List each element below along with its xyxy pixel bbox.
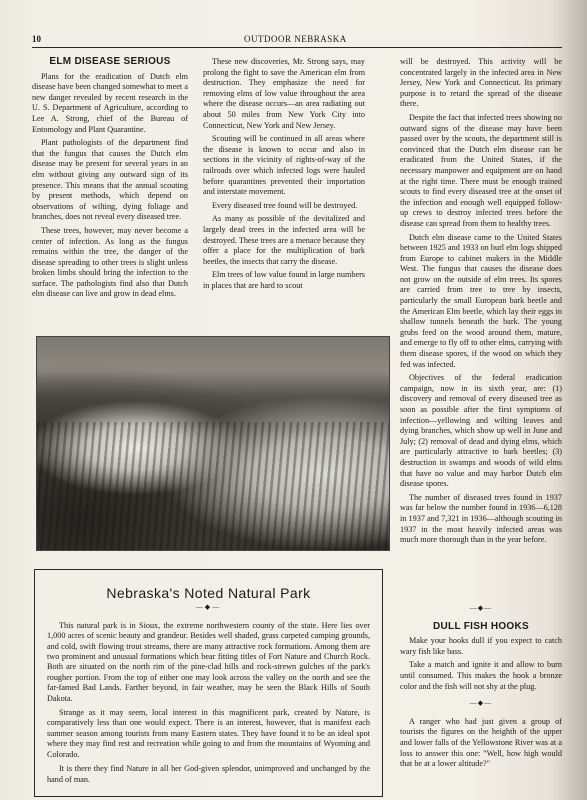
paragraph: Plant pathologists of the department find that the fungus that causes the Dutch elm disease may be present for several years in an elm without giving any outward sign of its presence. This means that the annual scouting by present methods, which depend on observations of wilting, dying foliage and branches, does not reveal every diseased tree.: [32, 138, 188, 222]
ornament-divider: —◆—: [469, 699, 493, 708]
column-1: [32, 57, 188, 303]
paragraph: These new discoveries, Mr. Strong says, may prolong the fight to save the American elm from destruction. They emphasize the need for removing elms of low value throughout the area where the disease occurs—an area radiating out about 50 miles from New York City into Connecticut, New York and New Jersey.: [203, 57, 365, 130]
column-2: [203, 57, 365, 294]
paragraph: Every diseased tree found will be destroyed.: [212, 200, 358, 210]
paragraph: These trees, however, may never become a center of infection. As long as the fungus remains within the tree, the danger of the disease spreading to other trees is slight unless broken limbs should bring the infection to the surface. The pathologists find also that Dutch elm disease can live and grow in dead elms.: [32, 225, 188, 299]
paragraph: Make your hooks dull if you expect to catch wary fish like bass.: [400, 636, 562, 656]
paragraph: A ranger who had just given a group of tourists the figures on the heighth of the upper and lower falls of the Yellowstone River was at a loss to answer this one: "Well, how high would that be at a lower altitude?": [400, 716, 562, 769]
paragraph: will be destroyed. This activity will be concentrated largely in the infected area in New Jersey, New York and Connecticut. Its primary purpose is to retard the spread of the disease there.: [400, 57, 562, 109]
running-title: OUTDOOR NEBRASKA: [244, 34, 347, 44]
paragraph: Strange as it may seem, local interest in this magnificent park, created by Nature, is comparatively less than one would expect. There is an interest, however, that is manifest each summer season among tourists from many Eastern states. They have found it to be an ideal spot where they may find rest and recreation while going to and from the mountains of Wyoming and Colorado.: [47, 708, 370, 759]
column-3: [400, 57, 562, 549]
paragraph: This natural park is in Sioux, the extreme northwestern county of the state. Here lies over 1,000 acres of scenic beauty and grandeur. Besides well shaded, grass carpeted camping grounds, and cold, swift flowing trout streams, there are many attractive rock formations. Among them are two prominent and unusual formations which bear fitting titles of Fort Nature and Church Rock. Both are situated on the north rim of the pine-clad hills and rock-strewn gulches of the park's rougher portion. From the top of either one may look across the valley on the north and see the far-famed Bad Lands. Farther beyond, in fair weather, may be seen the Black Hills of South Dakota.: [47, 620, 370, 703]
paragraph: Plans for the eradication of Dutch elm disease have been changed somewhat to meet a new danger revealed by recent research in the U. S. Department of Agriculture, according to Lee A. Strong, chief of the Bureau of Entomology and Plant Quarantine.: [32, 71, 188, 134]
paragraph: As many as possible of the devitalized and largely dead trees in the infected area will be destroyed. These trees are a menace because they offer a place for the multiplication of bark beetles, the insects that carry the disease.: [203, 214, 365, 266]
paragraph: Scouting will be continued in all areas where the disease is known to occur and also in sections in the vicinity of rights-of-way of the railroads over which infected logs were hauled before quarantines prevented their importation and interstate movement.: [203, 134, 365, 197]
elm-disease-heading: ELM DISEASE SERIOUS: [49, 56, 171, 67]
paragraph: Despite the fact that infected trees showing no outward signs of the disease may have been passed over by the scouts, the department still is convinced that the Dutch elm disease can be eradicated from the United States, if the necessary manpower and equipment are on hand at the right time. There must be enough trained scouts to find every diseased tree at the onset of the infection and enough well equipped follow-up crews to destroy infected trees before the disease can spread from them to healthy trees.: [400, 112, 562, 228]
landscape-photo: [36, 336, 390, 551]
column-3-lower: [400, 597, 562, 773]
page-number: 10: [32, 34, 41, 44]
paragraph: The number of diseased trees found in 1937 was far below the number found in 1936—6,128 in 1937 and 7,321 in 1936—although scouting in 1937 in the most heavily infected areas was much more thorough than in the year before.: [400, 492, 562, 545]
park-title: Nebraska's Noted Natural Park: [106, 585, 311, 601]
pine-trees-texture: [37, 422, 389, 550]
paragraph: It is there they find Nature in all her God-given splendor, unimproved and unchanged by the hand of man.: [47, 764, 370, 784]
ornament-divider: —◆—: [469, 604, 493, 612]
paragraph: Take a match and ignite it and allow to burn until consumed. This makes the hook a bronze color and the fish will not shy at the plug.: [400, 660, 562, 691]
header-rule: [32, 47, 562, 48]
park-article-box: [34, 569, 383, 797]
ornament-divider: —◆—: [195, 603, 222, 612]
paragraph: Elm trees of low value found in large numbers in places that are hard to scout: [203, 270, 365, 290]
paragraph: Dutch elm disease came to the United States between 1925 and 1933 on burl elm logs shipped from Europe to cabinet makers in the Middle West. The fungus that causes the disease does not grow on the outside of elm trees. Its spores are carried from tree to tree by insects, particularly the small European bark beetle and the American Elm beetle, which lay their eggs in shallow tunnels beneath the bark. The young grubs feed on the wood around them, mature, and emerge to fly off to other elms, carrying with them disease spores, if the wood on which they fed was infected.: [400, 232, 562, 369]
paragraph: Objectives of the federal eradication campaign, now in its sixth year, are: (1) discovery and removal of every diseased tree as soon as possible after the first symptoms of infection—yellowing and wilting leaves and dying branches, which show up well in June and July; (2) removal of dead and dying elms, which are particularly attractive to bark beetles; (3) destruction in swamps and woods of wild elms that have no value and may harbor Dutch elm disease spores.: [400, 373, 562, 489]
fish-hooks-heading: DULL FISH HOOKS: [433, 620, 529, 632]
